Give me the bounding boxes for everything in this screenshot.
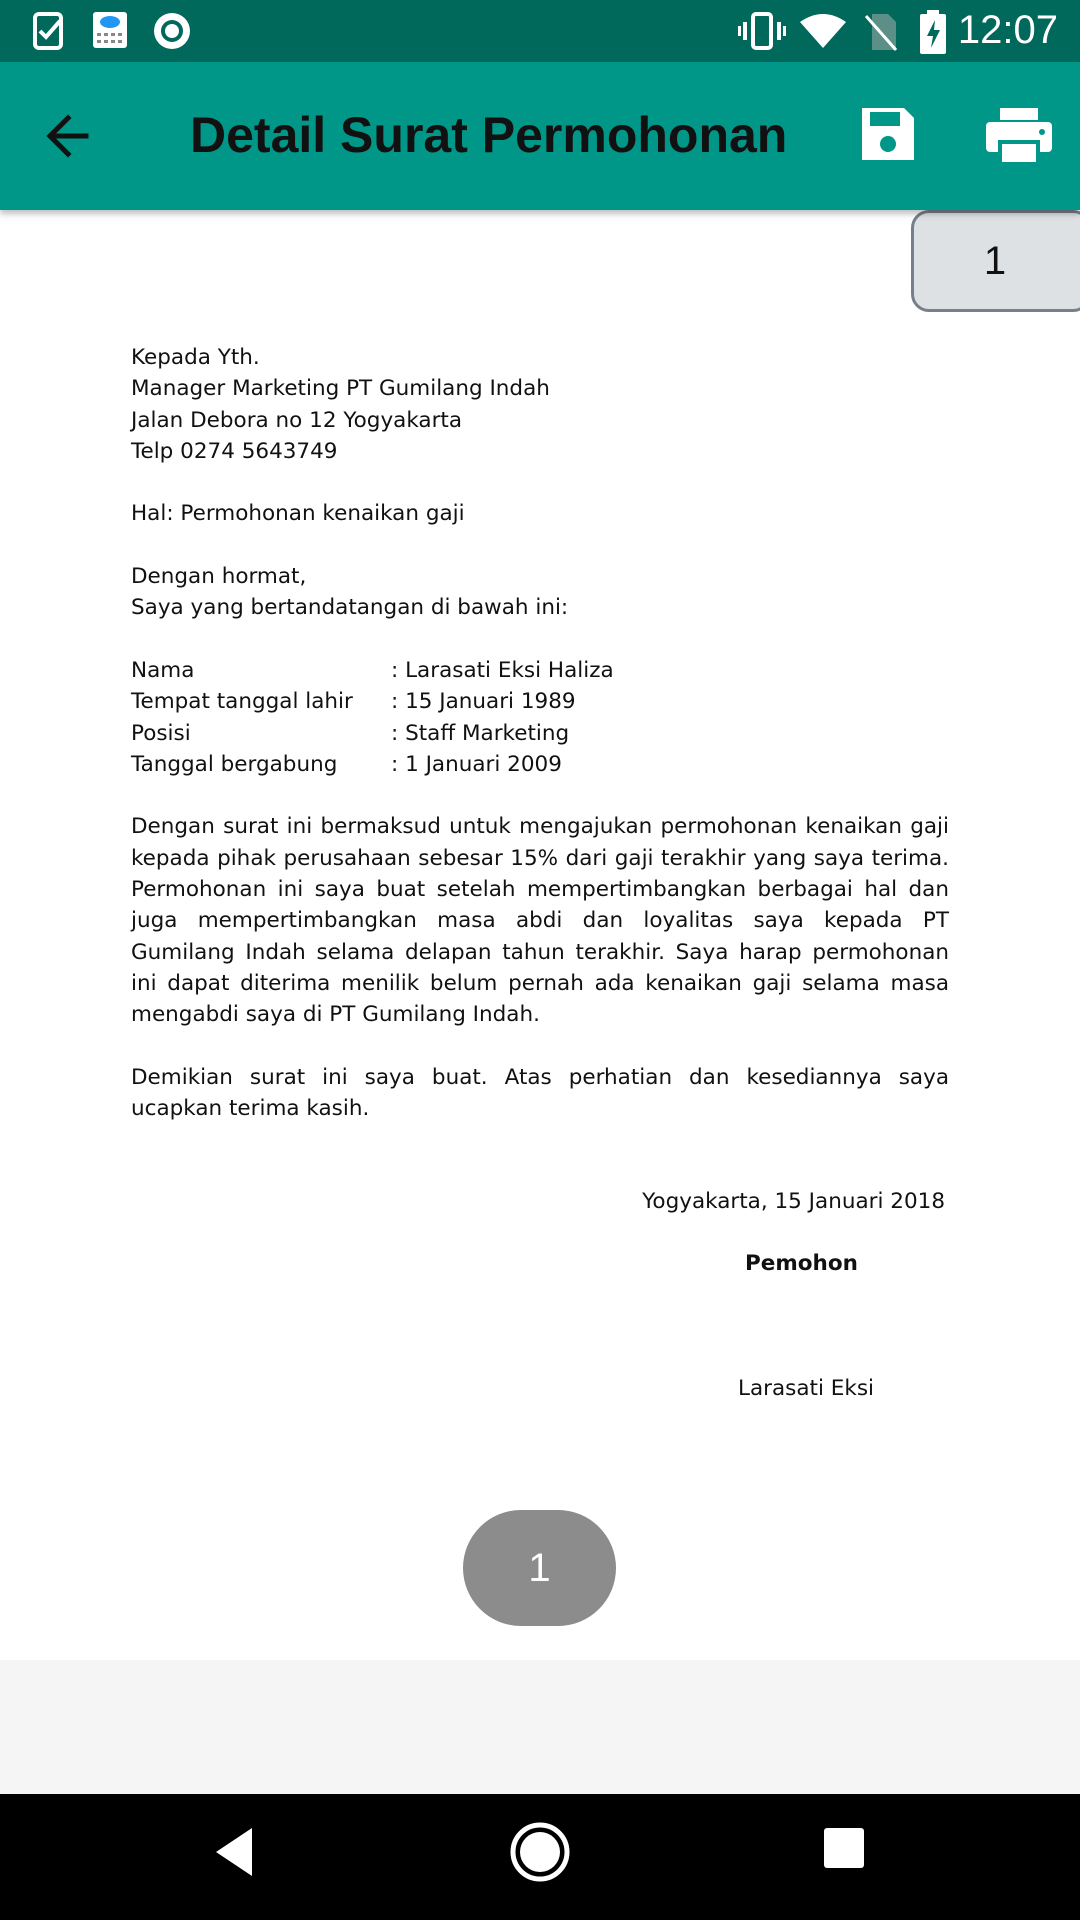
app-bar bbox=[0, 62, 1080, 210]
field-row-posisi bbox=[131, 718, 949, 749]
page-title: Detail Surat Permohonan bbox=[190, 107, 788, 163]
back-arrow-icon bbox=[38, 106, 110, 166]
status-clock: 12:07 bbox=[957, 8, 1058, 52]
no-sim-icon bbox=[864, 12, 898, 56]
field-label: Nama bbox=[131, 657, 195, 683]
nav-recents-icon bbox=[822, 1826, 866, 1870]
field-value: : 1 Januari 2009 bbox=[391, 751, 562, 777]
page-indicator: 1 bbox=[463, 1510, 616, 1626]
nav-recents-button[interactable] bbox=[822, 1826, 866, 1874]
battery-charging-icon bbox=[918, 10, 948, 58]
page-number-badge: 1 bbox=[911, 210, 1080, 312]
letter-document bbox=[131, 342, 949, 1416]
letter-closing: Demikian surat ini saya buat. Atas perhatian dan kesediannya saya ucapkan terima kasih. bbox=[131, 1064, 949, 1122]
field-value: : Larasati Eksi Haliza bbox=[391, 657, 614, 683]
save-icon bbox=[856, 102, 920, 166]
signature-block bbox=[131, 1186, 949, 1416]
letter-greeting: Dengan hormat, bbox=[131, 564, 307, 590]
vibrate-icon bbox=[738, 12, 786, 54]
nav-back-button[interactable] bbox=[208, 1822, 264, 1886]
nav-home-button[interactable] bbox=[508, 1820, 572, 1888]
navigation-bar bbox=[0, 1794, 1080, 1920]
save-button[interactable] bbox=[856, 102, 920, 166]
letter-intro: Saya yang bertandatangan di bawah ini: bbox=[131, 595, 569, 621]
calendar-cloud-icon bbox=[92, 11, 128, 53]
field-label: Posisi bbox=[131, 720, 191, 746]
signer-title: Pemohon bbox=[745, 1251, 858, 1277]
nav-back-icon bbox=[208, 1822, 264, 1882]
viewer-bottom-area bbox=[0, 1660, 1080, 1794]
field-row-bergabung bbox=[131, 749, 949, 780]
place-date: Yogyakarta, 15 Januari 2018 bbox=[642, 1189, 945, 1215]
field-value: : Staff Marketing bbox=[391, 720, 570, 746]
pdf-viewer[interactable] bbox=[0, 210, 1080, 1660]
nav-home-icon bbox=[508, 1820, 572, 1884]
back-button[interactable] bbox=[38, 106, 110, 166]
field-label: Tanggal bergabung bbox=[131, 751, 338, 777]
letter-subject: Hal: Permohonan kenaikan gaji bbox=[131, 501, 465, 527]
recipient-line: Kepada Yth. bbox=[131, 345, 260, 370]
field-label: Tempat tanggal lahir bbox=[131, 689, 353, 715]
field-row-ttl bbox=[131, 686, 949, 717]
status-bar bbox=[0, 0, 1080, 62]
recipient-line: Telp 0274 5643749 bbox=[131, 438, 338, 464]
print-icon bbox=[984, 104, 1054, 168]
record-circle-icon bbox=[152, 11, 192, 55]
recipient-line: Jalan Debora no 12 Yogyakarta bbox=[131, 407, 463, 433]
print-button[interactable] bbox=[984, 104, 1054, 168]
wifi-icon bbox=[800, 14, 846, 52]
letter-body: Dengan surat ini bermaksud untuk mengajukan permohonan kenaikan gaji kepada pihak perusahaan sebesar 15% dari gaji terakhir yang saya terima. Permohonan ini saya buat setelah mempertimbangkan berbagai hal dan juga mempertimbangkan masa abdi dan loyalitas saya kepada PT Gumilang Indah selama delapan tahun terakhir. Saya harap permohonan ini dapat diterima menilik belum pernah ada kenaikan gaji selama masa mengabdi saya di PT Gumilang Indah. bbox=[131, 814, 949, 1028]
field-value: : 15 Januari 1989 bbox=[391, 689, 576, 715]
field-row-nama bbox=[131, 655, 949, 686]
recipient-line: Manager Marketing PT Gumilang Indah bbox=[131, 376, 550, 402]
task-check-icon bbox=[32, 11, 66, 55]
signer-name: Larasati Eksi bbox=[738, 1376, 874, 1402]
